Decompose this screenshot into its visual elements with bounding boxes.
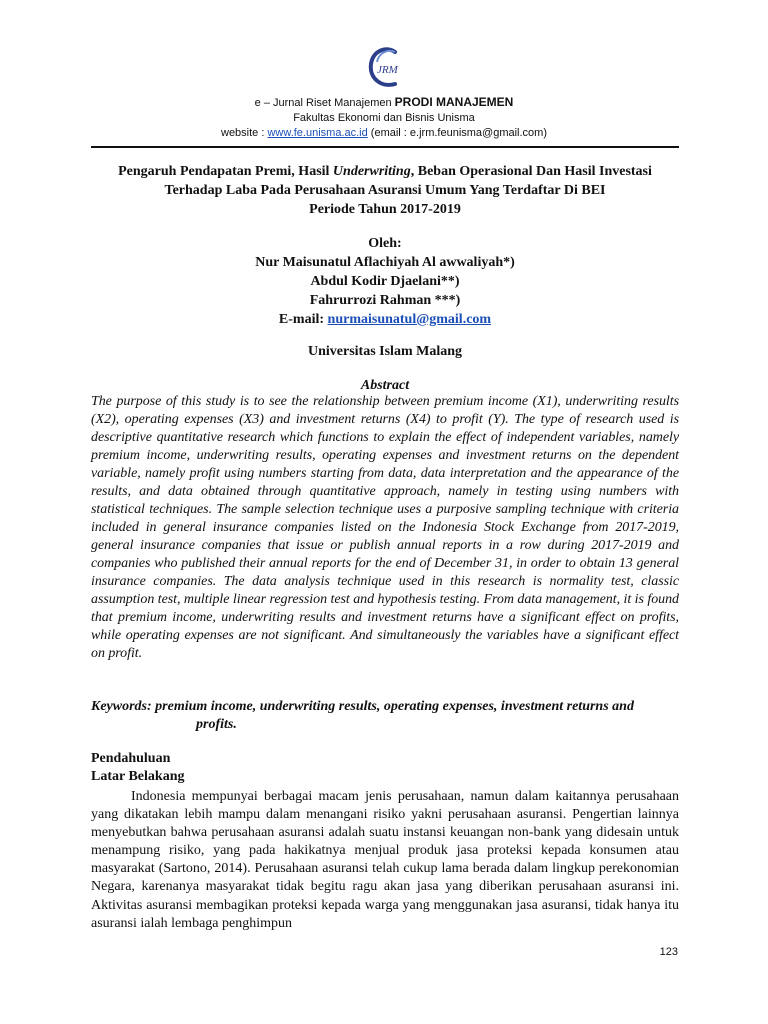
author-block (91, 234, 679, 329)
journal-name: e – Jurnal Riset Manajemen PRODI MANAJEMEN (254, 95, 514, 109)
logo-text: JRM (377, 64, 398, 76)
section-heading-background: Latar Belakang (91, 769, 185, 784)
body-text (91, 788, 679, 933)
email-link[interactable]: nurmaisunatul@gmail.com (327, 312, 492, 327)
abstract-heading: Abstract (360, 378, 410, 393)
keywords: Keywords: premium income, underwriting results, operating expenses, investment returns and profits. (91, 699, 634, 732)
author-email: E-mail: nurmaisunatul@gmail.com (278, 312, 492, 327)
author-name: Abdul Kodir Djaelani**) (310, 274, 460, 289)
journal-contact: website : www.fe.unisma.ac.id (email : e.jrm.feunisma@gmail.com) (221, 127, 547, 139)
website-link[interactable]: www.fe.unisma.ac.id (267, 127, 368, 139)
author-name: Nur Maisunatul Aflachiyah Al awwaliyah*) (255, 255, 515, 270)
abstract-text: The purpose of this study is to see the relationship between premium income (X1), underwriting results (X2), operating expenses (X3) and investment returns (X4) to profit (Y). The type of research used is descriptive quantitative research which functions to explain the effect of independent variables, namely premium income, underwriting results, operating expenses and investment returns on the dependent variable, namely profit using numbers starting from data, data interpretation and the appearance of the results, and data obtained through quantitative approach, namely in testing using numbers with statistical techniques. The sample selection technique uses a purposive sampling technique with criteria included in general insurance companies listed on the Indonesia Stock Exchange from 2017-2019, general insurance companies that issue or publish annual reports in a row during 2017-2019 and companies who published their annual reports for the end of December 31, in order to obtain 13 general insurance companies. The data analysis technique used in this research is normality test, classic assumption test, multiple linear regression test and hypothesis testing. From data management, it is found that premium income, underwriting results and investment returns have a significant effect on profits, while operating expenses are not significant. And simultaneously the variables have a significant effect on profit. (91, 394, 679, 661)
page-number: 123 (659, 946, 678, 958)
paper-title: Pengaruh Pendapatan Premi, Hasil Underwriting, Beban Operasional Dan Hasil Investasi Terhadap Laba Pada Perusahaan Asuransi Umum Yang Terdaftar Di BEI Periode Tahun 2017-2019 (118, 164, 652, 217)
byline: Oleh: (368, 236, 402, 251)
header-rule (91, 146, 679, 148)
author-name: Fahrurrozi Rahman ***) (309, 293, 461, 308)
section-heading-intro: Pendahuluan (91, 751, 171, 766)
affiliation: Universitas Islam Malang (308, 344, 462, 359)
faculty-name: Fakultas Ekonomi dan Bisnis Unisma (293, 112, 475, 124)
journal-logo-icon (365, 44, 409, 90)
paragraph: Indonesia mempunyai berbagai macam jenis perusahaan, namun dalam kaitannya perusahaan yang dikatakan lebih mampu dalam menangani risiko yakni perusahaan asuransi. Pengertian lainnya menyebutkan bahwa perusahaan asuransi adalah suatu instansi keuangan non-bank yang didesain untuk menampung risiko, yang pada hakikatnya menjual produk jasa proteksi kepada konsumen atau masyarakat (Sartono, 2014). Perusahaan asuransi telah cukup lama berada dalam lingkup perekonomian Negara, karenanya masyarakat tidak begitu ragu akan jasa yang diberikan perusahaan asuransi ini. Aktivitas asuransi membagikan proteksi kepada warga yang menggunakan jasa asuransi, tidak hanya itu asuransi ialah lembaga penghimpun (91, 789, 679, 931)
